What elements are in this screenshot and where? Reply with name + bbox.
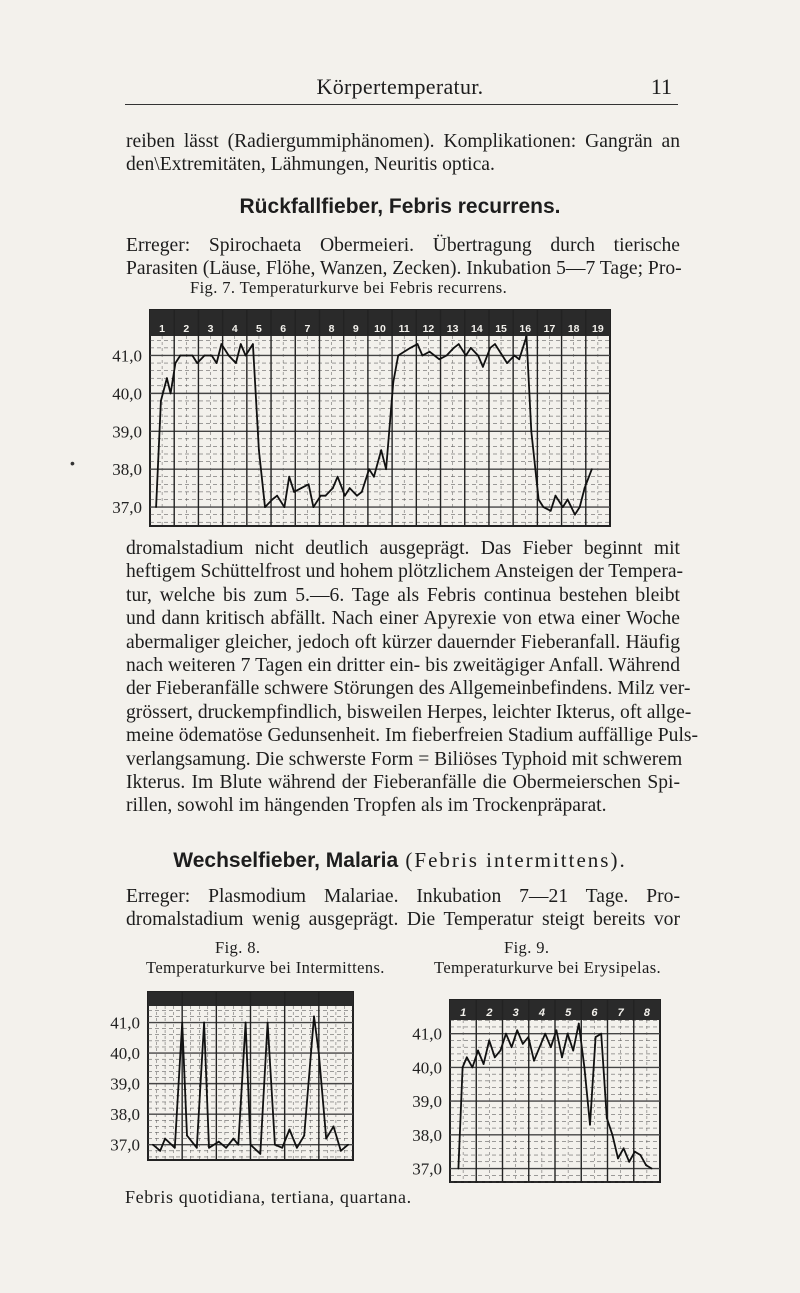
section-heading-malaria-bold: Wechselfieber, Malaria	[173, 849, 399, 872]
text-line: heftigem Schüttelfrost und hohem plötzlichem Ansteigen der Tempera-	[126, 561, 684, 583]
y-tick-label: 39,0	[112, 422, 142, 442]
x-tick-label: 2	[183, 323, 190, 335]
x-tick-label: 14	[470, 323, 483, 335]
y-tick-label: 38,0	[112, 460, 142, 480]
y-tick-label: 40,0	[112, 384, 142, 404]
x-tick-label: 5	[565, 1007, 572, 1019]
data-point	[174, 1147, 176, 1149]
x-tick-label: 1	[159, 323, 166, 335]
data-point	[325, 1138, 327, 1140]
data-point	[373, 476, 375, 478]
data-point	[175, 362, 177, 364]
text-line: reiben lässt (Radiergummiphänomen). Komplikationen: Gangrän an	[126, 131, 680, 152]
data-point	[187, 355, 189, 357]
paragraph-malaria-intro	[126, 885, 680, 932]
text-line: Erreger: Spirochaeta Obermeieri. Übertragung durch tierische	[126, 235, 680, 256]
data-point	[595, 1036, 597, 1038]
data-point	[296, 1147, 298, 1149]
data-point	[333, 1126, 335, 1128]
data-point	[612, 1134, 614, 1136]
data-point	[606, 1117, 608, 1119]
data-point	[264, 506, 266, 508]
x-tick-label: 13	[446, 323, 459, 335]
data-point	[477, 1050, 479, 1052]
data-point	[465, 355, 467, 357]
data-point	[283, 506, 285, 508]
data-point	[417, 343, 419, 345]
figure-8-temperature-chart	[100, 986, 360, 1166]
data-point	[313, 1016, 315, 1018]
section-heading-malaria-rest: (Febris intermittens).	[398, 848, 627, 872]
data-point	[501, 355, 503, 357]
data-point	[164, 1138, 166, 1140]
data-point	[567, 499, 569, 501]
data-point	[233, 1138, 235, 1140]
data-point	[567, 1033, 569, 1035]
data-point	[152, 1144, 154, 1146]
data-point	[271, 499, 273, 501]
data-point	[550, 510, 552, 512]
x-tick-label: 9	[352, 323, 359, 335]
data-point	[446, 355, 448, 357]
data-point	[237, 1144, 239, 1146]
data-point	[500, 1050, 502, 1052]
data-point	[276, 495, 278, 497]
y-tick-label: 40,0	[110, 1044, 140, 1064]
y-tick-label: 37,0	[112, 498, 142, 518]
x-tick-label: 12	[422, 323, 435, 335]
figure-7-caption: Fig. 7. Temperaturkurve bei Febris recurrens.	[190, 278, 508, 297]
data-point	[623, 1147, 625, 1149]
data-point	[511, 1046, 513, 1048]
data-point	[438, 358, 440, 360]
y-tick-label: 40,0	[412, 1058, 442, 1078]
data-point	[300, 487, 302, 489]
figure-9-temperature-chart	[388, 996, 663, 1186]
data-point	[170, 392, 172, 394]
data-point	[313, 506, 315, 508]
x-tick-label: 6	[280, 323, 287, 335]
data-point	[584, 1067, 586, 1069]
data-point	[482, 366, 484, 368]
text-line: nach weiteren 7 Tagen ein dritter ein- bis zweitägiger Anfall. Während	[126, 655, 680, 677]
data-point	[572, 1050, 574, 1052]
data-point	[196, 362, 198, 364]
text-line: und dann kritisch abfällt. Nach einer Apyrexie von etwa einer Woche	[126, 608, 680, 630]
data-point	[466, 1056, 468, 1058]
x-tick-label: 4	[538, 1007, 545, 1019]
data-point	[245, 355, 247, 357]
data-point	[513, 355, 515, 357]
data-point	[526, 336, 528, 338]
data-point	[600, 1033, 602, 1035]
x-tick-label: 5	[256, 323, 262, 335]
data-point	[340, 1150, 342, 1152]
data-point	[544, 1033, 546, 1035]
data-point	[640, 1154, 642, 1156]
text-line: abermaliger gleicher, jedoch oft kürzer dauernder Fieberanfall. Häufig	[126, 631, 680, 653]
data-point	[397, 355, 399, 357]
x-tick-label: 8	[643, 1007, 650, 1019]
data-point	[235, 362, 237, 364]
data-point	[561, 1056, 563, 1058]
data-point	[556, 1029, 558, 1031]
figure-8-label: Fig. 8.	[215, 938, 261, 957]
data-point	[258, 449, 260, 451]
data-point	[494, 343, 496, 345]
data-point	[494, 1056, 496, 1058]
x-tick-label: 4	[231, 323, 238, 335]
data-point	[392, 381, 394, 383]
data-point	[617, 1158, 619, 1160]
data-point	[225, 1147, 227, 1149]
stray-mark: •	[70, 455, 75, 471]
y-tick-label: 39,0	[110, 1074, 140, 1094]
data-point	[221, 343, 223, 345]
y-tick-label: 37,0	[412, 1159, 442, 1179]
data-point	[562, 506, 564, 508]
header-rule	[125, 104, 678, 105]
data-point	[522, 1043, 524, 1045]
data-point	[204, 355, 206, 357]
data-point	[488, 1040, 490, 1042]
x-tick-label: 8	[328, 323, 335, 335]
data-point	[462, 1067, 464, 1069]
data-point	[325, 495, 327, 497]
data-point	[434, 355, 436, 357]
y-tick-label: 41,0	[412, 1024, 442, 1044]
y-tick-label: 37,0	[110, 1135, 140, 1155]
data-point	[589, 1124, 591, 1126]
data-point	[453, 347, 455, 349]
x-tick-label: 7	[617, 1007, 624, 1019]
data-point	[281, 1147, 283, 1149]
data-point	[240, 343, 242, 345]
figure-7-temperature-chart	[60, 302, 620, 528]
data-point	[429, 351, 431, 353]
data-point	[166, 377, 168, 379]
data-point	[518, 358, 520, 360]
data-point	[159, 1150, 161, 1152]
data-point	[579, 506, 581, 508]
data-point	[574, 514, 576, 516]
y-tick-label: 38,0	[412, 1125, 442, 1145]
data-point	[344, 495, 346, 497]
x-tick-label: 1	[460, 1007, 467, 1019]
x-tick-label: 10	[374, 323, 386, 335]
data-point	[458, 1168, 460, 1170]
data-point	[308, 483, 310, 485]
data-point	[208, 1147, 210, 1149]
data-point	[380, 449, 382, 451]
data-point	[318, 1052, 320, 1054]
data-point	[645, 1164, 647, 1166]
data-point	[528, 1036, 530, 1038]
data-point	[267, 1022, 269, 1024]
data-point	[458, 343, 460, 345]
x-tick-label: 2	[486, 1007, 493, 1019]
data-point	[356, 495, 358, 497]
data-point	[179, 355, 181, 357]
data-point	[628, 1161, 630, 1163]
data-point	[539, 1046, 541, 1048]
x-tick-label: 18	[567, 323, 580, 335]
x-tick-label: 6	[591, 1007, 598, 1019]
page-number: 11	[650, 74, 672, 99]
data-point	[578, 1023, 580, 1025]
figure-8-caption: Temperaturkurve bei Intermittens.	[146, 958, 385, 977]
y-tick-label: 39,0	[412, 1092, 442, 1112]
text-line: verlangsamung. Die schwerste Form = Biliöses Typhoid mit schwerem	[126, 748, 683, 770]
data-point	[160, 400, 162, 402]
text-line: dromalstadium wenig ausgeprägt. Die Temperatur steigt bereits vor	[126, 909, 680, 931]
data-point	[591, 468, 593, 470]
data-point	[505, 1033, 507, 1035]
data-point	[489, 347, 491, 349]
data-point	[228, 355, 230, 357]
data-point	[155, 506, 157, 508]
x-tick-label: 7	[304, 323, 311, 335]
data-point	[651, 1168, 653, 1170]
x-tick-label: 19	[592, 323, 604, 335]
data-point	[245, 1022, 247, 1024]
running-header	[0, 56, 800, 99]
data-point	[293, 491, 295, 493]
data-point	[421, 355, 423, 357]
y-tick-label: 41,0	[110, 1013, 140, 1033]
data-point	[385, 468, 387, 470]
data-point	[274, 1144, 276, 1146]
data-point	[361, 491, 363, 493]
x-tick-label: 3	[207, 323, 214, 335]
data-point	[543, 506, 545, 508]
data-point	[288, 476, 290, 478]
x-tick-label: 11	[398, 323, 410, 335]
data-point	[349, 487, 351, 489]
y-tick-label: 41,0	[112, 346, 142, 366]
data-point	[516, 1029, 518, 1031]
data-point	[538, 499, 540, 501]
text-line: den\Extremitäten, Lähmungen, Neuritis optica.	[126, 154, 495, 176]
paragraph-recurrens-intro	[126, 234, 680, 281]
text-line: rillen, sowohl im hängenden Tropfen als im Trockenpräparat.	[126, 795, 607, 817]
text-line: der Fieberanfälle schwere Störungen des Allgemeinbefindens. Milz ver-	[126, 678, 691, 700]
data-point	[533, 1060, 535, 1062]
paragraph-complications	[126, 130, 680, 177]
figure-8-footer-caption: Febris quotidiana, tertiana, quartana.	[125, 1187, 412, 1207]
data-point	[409, 347, 411, 349]
data-point	[252, 343, 254, 345]
text-line: Erreger: Plasmodium Malariae. Inkubation 7—21 Tage. Pro-	[126, 886, 680, 907]
data-point	[472, 1067, 474, 1069]
figure-9-caption: Temperaturkurve bei Erysipelas.	[434, 958, 662, 977]
data-point	[289, 1129, 291, 1131]
x-tick-label: 15	[495, 323, 507, 335]
data-point	[584, 487, 586, 489]
data-point	[218, 1141, 220, 1143]
text-line: tur, welche bis zum 5.—6. Tage als Febris continua bestehen bleibt	[126, 584, 680, 606]
data-point	[530, 430, 532, 432]
text-line: Ikterus. Im Blute während der Fieberanfälle die Obermeierschen Spi-	[126, 772, 680, 794]
data-point	[303, 1135, 305, 1137]
data-point	[186, 1135, 188, 1137]
text-line: grössert, druckempfindlich, bisweilen Herpes, leichter Ikterus, oft allge-	[126, 701, 692, 723]
data-point	[181, 1022, 183, 1024]
data-point	[470, 347, 472, 349]
data-point	[196, 1147, 198, 1149]
section-heading-malaria	[0, 848, 800, 873]
data-point	[634, 1151, 636, 1153]
page-header-title: Körpertemperatur.	[316, 74, 484, 99]
y-tick-label: 38,0	[110, 1105, 140, 1125]
text-line: meine ödematöse Gedunsenheit. Im fieberfreien Stadium auffällige Puls-	[126, 725, 699, 747]
data-point	[211, 355, 213, 357]
data-point	[368, 468, 370, 470]
data-point	[347, 1144, 349, 1146]
data-point	[259, 1153, 261, 1155]
data-point	[477, 355, 479, 357]
data-point	[483, 1063, 485, 1065]
data-point	[337, 476, 339, 478]
data-point	[320, 495, 322, 497]
figure-9-label: Fig. 9.	[504, 938, 550, 957]
data-point	[550, 1046, 552, 1048]
data-point	[203, 1022, 205, 1024]
data-point	[555, 495, 557, 497]
section-heading-recurrens: Rückfallfieber, Febris recurrens.	[239, 195, 561, 218]
text-line: dromalstadium nicht deutlich ausgeprägt. Das Fieber beginnt mit	[126, 538, 680, 559]
data-point	[332, 487, 334, 489]
x-tick-label: 17	[543, 323, 556, 335]
paragraph-recurrens-course	[126, 537, 699, 818]
x-tick-label: 3	[512, 1007, 519, 1019]
text-line: Parasiten (Läuse, Flöhe, Wanzen, Zecken). Inkubation 5—7 Tage; Pro-	[126, 258, 682, 280]
data-point	[506, 362, 508, 364]
data-point	[191, 355, 193, 357]
x-tick-label: 16	[519, 323, 532, 335]
data-point	[216, 362, 218, 364]
data-point	[250, 1144, 252, 1146]
